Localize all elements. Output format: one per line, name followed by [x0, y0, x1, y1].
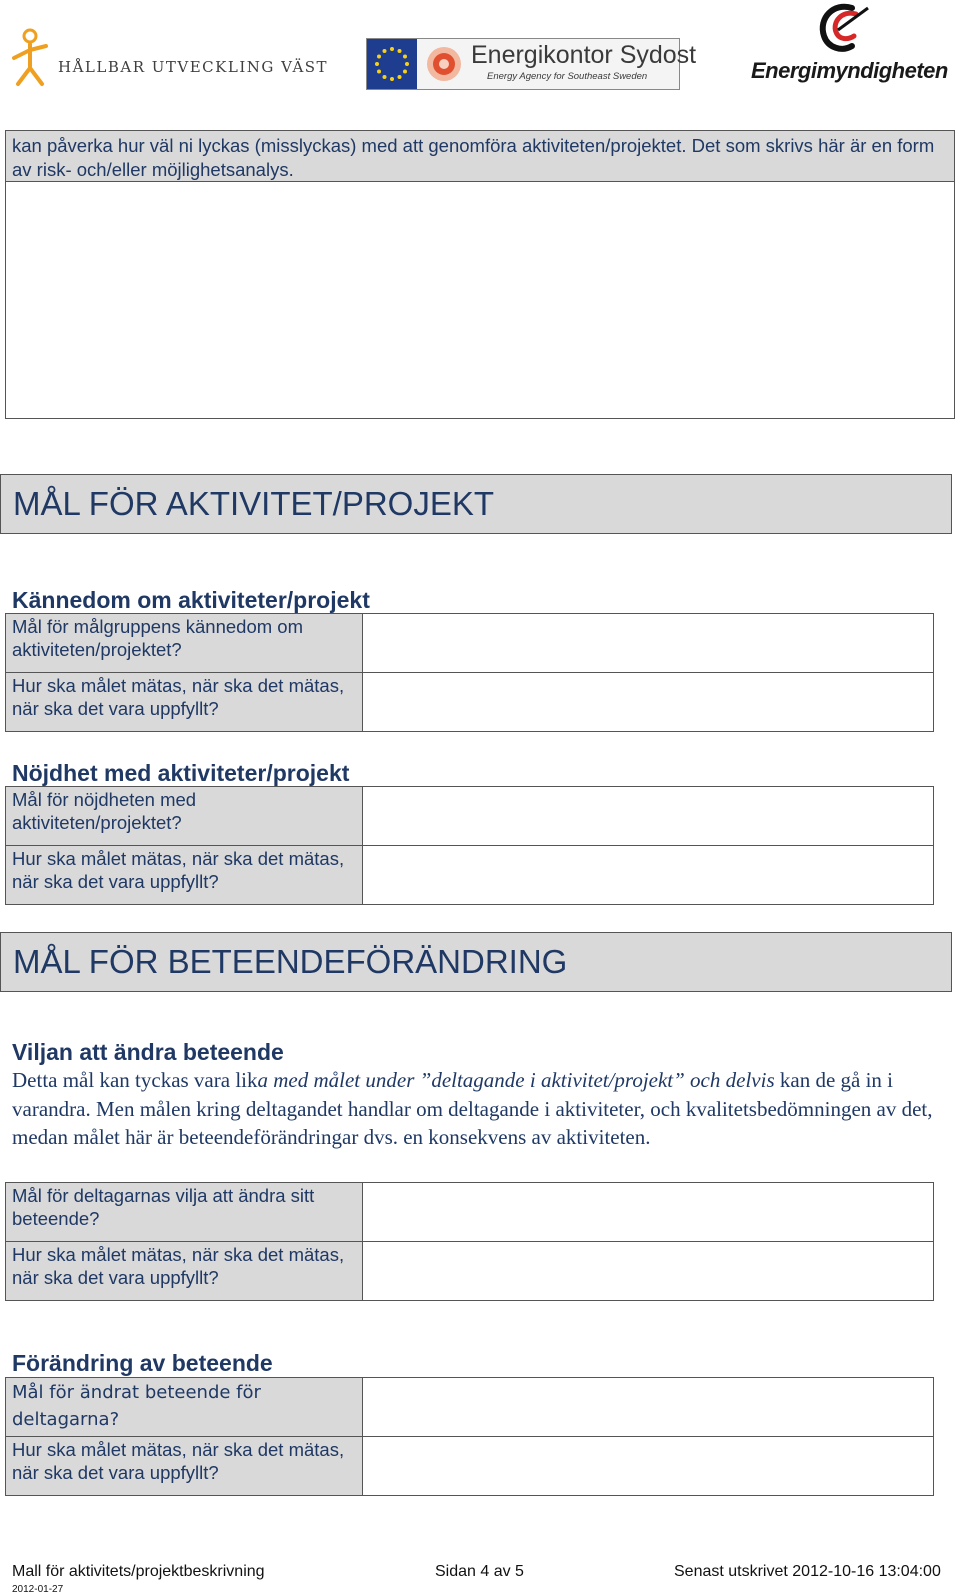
sun-icon [425, 45, 463, 83]
answer-forandring-matning[interactable] [362, 1436, 934, 1496]
viljan-description-part1: Detta mål kan tyckas vara lik [12, 1068, 258, 1092]
heading-kannedom: Kännedom om aktiviteter/projekt [12, 587, 370, 613]
footer-printed-date: Senast utskrivet 2012-10-16 13:04:00 [674, 1563, 941, 1580]
hallbar-figure-icon [8, 28, 52, 88]
question-kannedom-mal: Mål för målgruppens kännedom om aktiviteten/projektet? [5, 613, 363, 673]
section-title-mal-beteende: MÅL FÖR BETEENDEFÖRÄNDRING [0, 932, 952, 992]
risk-analysis-answer-field[interactable] [5, 181, 955, 419]
question-forandring-matning: Hur ska målet mätas, när ska det mätas, när ska det vara uppfyllt? [5, 1436, 363, 1496]
answer-viljan-mal[interactable] [362, 1182, 934, 1242]
energimyndigheten-name: Energimyndigheten [751, 58, 948, 83]
footer-page-number: Sidan 4 av 5 [435, 1563, 524, 1580]
energimyndigheten-logo [746, 0, 956, 92]
answer-kannedom-mal[interactable] [362, 613, 934, 673]
footer-document-name: Mall för aktivitets/projektbeskrivning [12, 1563, 265, 1580]
answer-nojdhet-matning[interactable] [362, 845, 934, 905]
hallbar-utveckling-vast-logo [8, 28, 328, 90]
eu-flag-icon [367, 39, 417, 89]
answer-nojdhet-mal[interactable] [362, 786, 934, 846]
question-viljan-mal: Mål för deltagarnas vilja att ändra sitt beteende? [5, 1182, 363, 1242]
energikontor-subtitle: Energy Agency for Southeast Sweden [487, 71, 648, 82]
answer-viljan-matning[interactable] [362, 1241, 934, 1301]
heading-viljan: Viljan att ändra beteende [12, 1039, 284, 1065]
question-kannedom-matning: Hur ska målet mätas, när ska det mätas, när ska det vara uppfyllt? [5, 672, 363, 732]
question-viljan-matning: Hur ska målet mätas, när ska det mätas, när ska det vara uppfyllt? [5, 1241, 363, 1301]
heading-nojdhet: Nöjdhet med aktiviteter/projekt [12, 760, 350, 786]
question-nojdhet-mal: Mål för nöjdheten med aktiviteten/projektet? [5, 786, 363, 846]
energikontor-name: Energikontor Sydost [471, 41, 697, 69]
heading-forandring: Förändring av beteende [12, 1350, 273, 1376]
hallbar-name: HÅLLBAR UTVECKLING VÄST [58, 58, 329, 76]
energimyndigheten-swirl-icon [812, 0, 872, 60]
answer-forandring-mal[interactable] [362, 1377, 934, 1437]
viljan-description [12, 1066, 947, 1152]
footer-version-date: 2012-01-27 [12, 1584, 64, 1595]
question-forandring-mal: Mål för ändrat beteende för deltagarna? [5, 1377, 363, 1437]
intro-instruction: kan påverka hur väl ni lyckas (misslyckas) med att genomföra aktiviteten/projektet. Det som skrivs här är en form av risk- och/eller möjlighetsanalys. [5, 130, 955, 182]
answer-kannedom-matning[interactable] [362, 672, 934, 732]
question-nojdhet-matning: Hur ska målet mätas, när ska det mätas, när ska det vara uppfyllt? [5, 845, 363, 905]
section-title-mal-aktivitet: MÅL FÖR AKTIVITET/PROJEKT [0, 474, 952, 534]
viljan-description-part3: kan de gå in i varandra. Men målen kring deltagandet handlar om deltagande i aktiviteter, och kvalitetsbedömningen av det, medan målet här är beteendeförändringar dvs. en konsekvens av aktiviteten. [12, 1068, 933, 1149]
viljan-description-part2: a med målet under ”deltagande i aktivitet/projekt” och delvis [257, 1068, 775, 1092]
energikontor-sydost-logo [366, 38, 697, 90]
